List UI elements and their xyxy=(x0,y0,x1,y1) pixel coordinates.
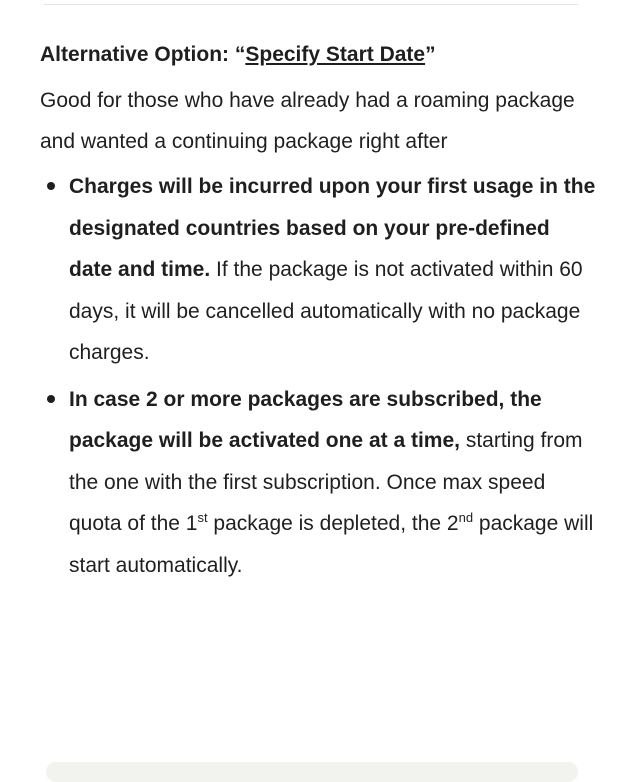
heading-prefix: Alternative Option: “ xyxy=(40,43,246,66)
bullet-text: package is depleted, the 2 xyxy=(207,512,459,535)
bullet-icon xyxy=(47,395,55,403)
bullet-list xyxy=(40,166,596,586)
top-divider xyxy=(44,4,578,5)
heading-suffix: ” xyxy=(425,43,436,66)
list-item xyxy=(40,379,596,587)
intro-paragraph: Good for those who have already had a roaming package and wanted a continuing package right after xyxy=(40,89,575,153)
ordinal-superscript: st xyxy=(197,510,208,525)
bullet-text: If the package is not activated within 60 days, it will be cancelled automatically with no package charges. xyxy=(69,258,583,364)
specify-start-date-link[interactable]: Specify Start Date xyxy=(245,43,426,66)
next-card-edge xyxy=(46,762,578,782)
bullet-text: package will start automatically. xyxy=(69,512,594,577)
bullet-text: starting from the one with the first subscription. Once max speed quota of the 1 xyxy=(69,429,583,535)
section-heading xyxy=(40,40,596,70)
bullet-icon xyxy=(47,182,55,190)
content-section xyxy=(40,40,596,591)
ordinal-superscript: nd xyxy=(458,510,474,525)
list-item xyxy=(40,166,596,374)
bullet-bold-text: Charges will be incurred upon your first usage in the designated countries based on your pre-defined date and time. xyxy=(69,175,596,281)
bullet-bold-text: In case 2 or more packages are subscribed, the package will be activated one at a time, xyxy=(69,387,542,452)
